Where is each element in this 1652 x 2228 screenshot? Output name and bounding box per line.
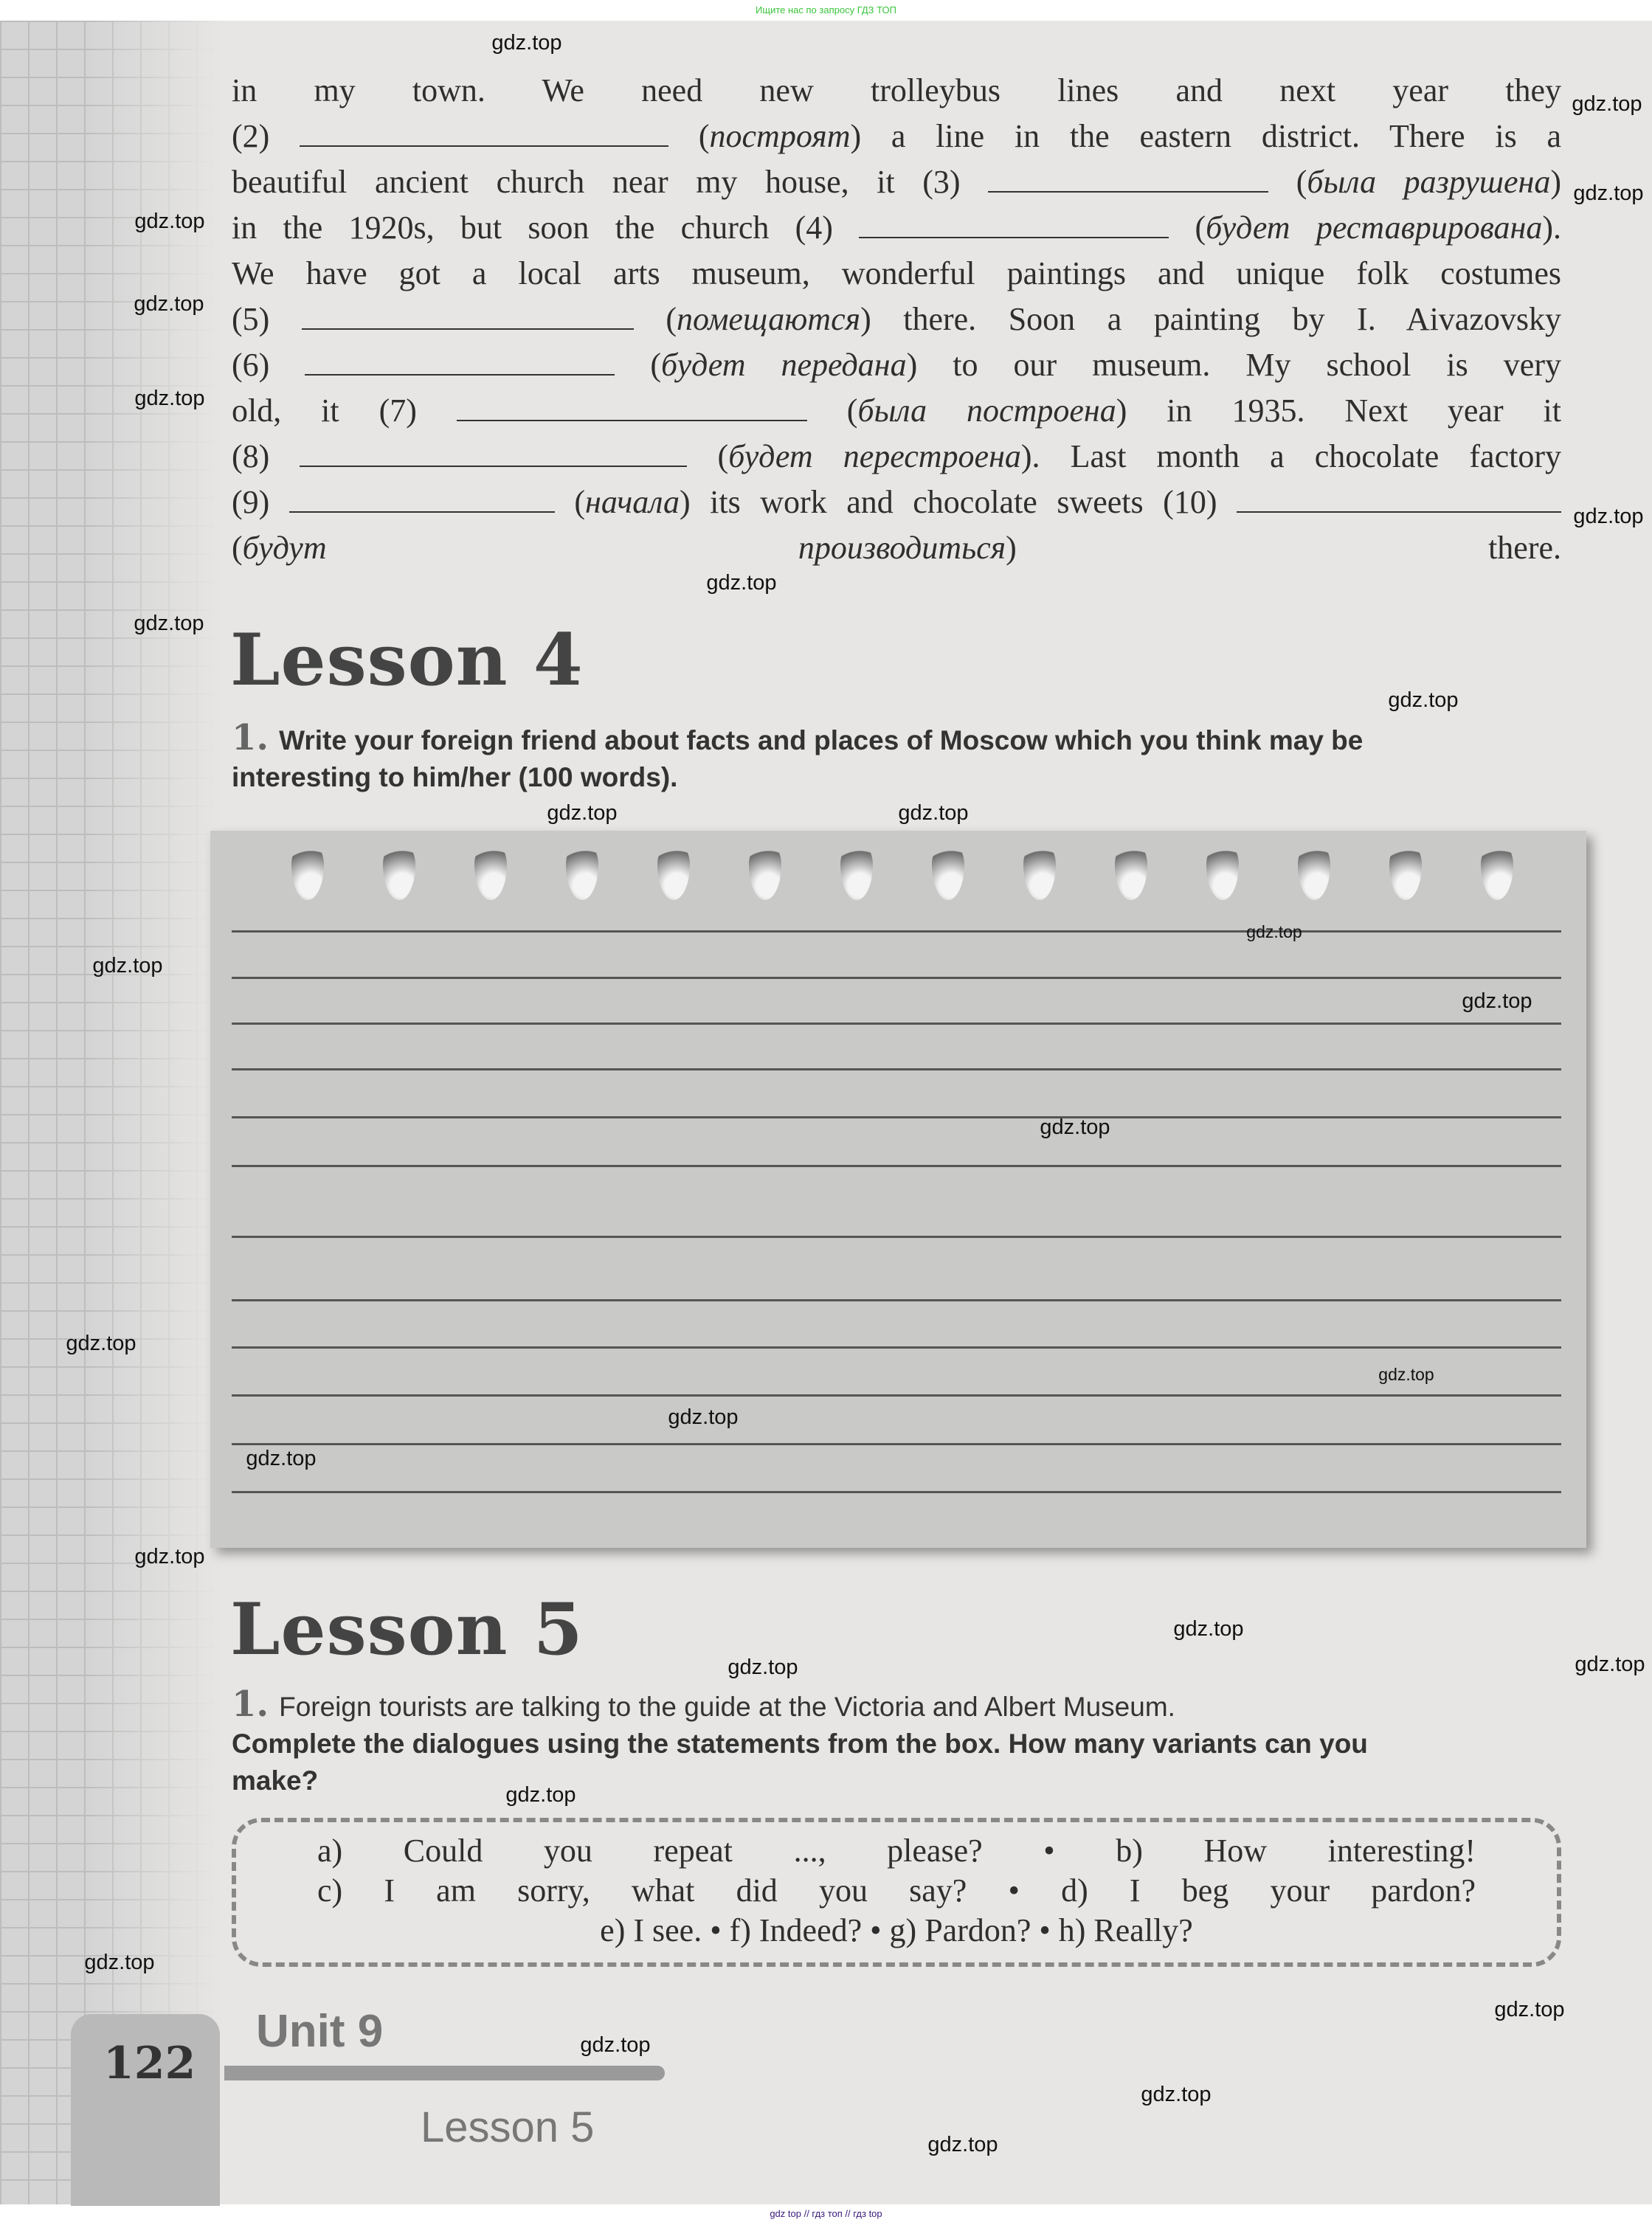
russian-hint: будет реставрирована	[1206, 210, 1543, 246]
watermark: gdz.top	[706, 571, 777, 595]
writing-line	[232, 1116, 1561, 1118]
spiral-hole-icon	[749, 841, 781, 900]
watermark: gdz.top	[727, 1656, 798, 1679]
russian-hint: была разрушена	[1307, 164, 1551, 200]
answer-blank-3[interactable]	[988, 166, 1268, 193]
russian-hint: помещаются	[677, 301, 861, 337]
writing-line	[232, 1236, 1561, 1238]
answer-blank-10[interactable]	[1237, 486, 1561, 513]
task-line-1: Write your foreign friend about facts and places of Moscow which you think may be	[279, 725, 1364, 755]
lesson-4-task	[232, 719, 1561, 796]
watermark: gdz.top	[134, 1545, 205, 1568]
spiral-hole-icon	[932, 841, 964, 900]
answer-blank-9[interactable]	[289, 486, 555, 513]
paragraph-line	[232, 251, 1561, 297]
watermark: gdz.top	[92, 954, 163, 978]
watermark: gdz.top	[134, 612, 204, 635]
watermark: gdz.top	[1494, 1998, 1565, 2021]
watermark: gdz.top	[134, 387, 205, 410]
text-segment: ) a line in the eastern district. There is a	[850, 118, 1561, 154]
watermark: gdz.top	[1173, 1617, 1244, 1641]
text-segment: (	[232, 530, 243, 566]
watermark: gdz.top	[491, 31, 562, 55]
russian-hint: будут производиться	[242, 530, 1006, 566]
spiral-hole-icon	[291, 841, 324, 900]
spiral-hole-icon	[1023, 841, 1056, 900]
watermark: gdz.top	[1378, 1365, 1434, 1384]
top-banner[interactable]: Ищите нас по запросу ГДЗ ТОП	[756, 4, 896, 15]
watermark: gdz.top	[580, 2033, 651, 2057]
watermark: gdz.top	[668, 1405, 739, 1429]
russian-hint: начала	[585, 484, 680, 520]
russian-hint: будет перестроена	[728, 438, 1021, 474]
text-segment: )	[1550, 164, 1562, 200]
spiral-hole-icon	[383, 841, 415, 900]
spiral-hole-icon	[1115, 841, 1147, 900]
writing-line	[232, 977, 1561, 979]
spiral-hole-icon	[1481, 841, 1513, 900]
text-segment: We have got a local arts museum, wonderful paintings and unique folk costumes	[232, 255, 1561, 291]
text-segment: ). Last month a chocolate factory	[1020, 438, 1561, 474]
text-segment: (	[633, 301, 677, 337]
grid-paper-margin	[0, 21, 221, 2204]
writing-line	[232, 1068, 1561, 1070]
watermark: gdz.top	[246, 1447, 317, 1470]
statement-line: a) Could you repeat ..., please? • b) How interesting!	[317, 1833, 1476, 1869]
watermark: gdz.top	[898, 801, 969, 825]
text-segment: (	[1169, 210, 1206, 246]
paragraph-line	[232, 297, 1561, 342]
writing-line	[232, 1394, 1561, 1397]
russian-hint: была построена	[857, 392, 1116, 429]
paragraph-line	[232, 525, 1561, 571]
spiral-hole-icon	[657, 841, 690, 900]
lesson-4-title: Lesson 4	[230, 618, 584, 702]
notebook-writing-area[interactable]	[210, 831, 1586, 1548]
text-segment: (	[806, 392, 858, 429]
spiral-hole-icon	[1298, 841, 1330, 900]
watermark: gdz.top	[1573, 505, 1644, 528]
text-segment: (5)	[232, 301, 302, 337]
writing-line	[232, 1443, 1561, 1445]
text-segment: ) in 1935. Next year it	[1116, 392, 1562, 429]
unit-label: Unit 9	[256, 2006, 384, 2057]
text-segment: (	[1268, 164, 1307, 200]
paragraph-line	[232, 342, 1561, 388]
paragraph-line	[232, 434, 1561, 480]
watermark: gdz.top	[1462, 989, 1532, 1013]
answer-blank-6[interactable]	[305, 349, 615, 376]
paragraph-line	[232, 159, 1561, 205]
text-segment: (	[687, 438, 729, 474]
text-segment: (9)	[232, 484, 289, 520]
watermark: gdz.top	[84, 1951, 155, 1974]
paragraph-line	[232, 480, 1561, 525]
watermark: gdz.top	[1573, 181, 1644, 205]
text-segment: (	[554, 484, 586, 520]
watermark: gdz.top	[1246, 922, 1302, 941]
footer-lesson-label: Lesson 5	[421, 2103, 595, 2151]
watermark: gdz.top	[134, 210, 205, 233]
text-segment: beautiful ancient church near my house, it (3)	[232, 164, 989, 200]
task-line-2: make?	[232, 1765, 319, 1796]
text-segment: ) there. Soon a painting by I. Aivazovsky	[860, 301, 1561, 337]
text-segment: ) its work and chocolate sweets (10)	[679, 484, 1237, 520]
writing-line	[232, 930, 1561, 933]
answer-blank-5[interactable]	[302, 303, 634, 330]
statement-line: e) I see. • f) Indeed? • g) Pardon? • h) Really?	[600, 1912, 1193, 1948]
watermark: gdz.top	[547, 801, 618, 825]
page-number: 122	[103, 2038, 196, 2089]
writing-line	[232, 1165, 1561, 1167]
text-segment: old, it (7)	[232, 392, 457, 429]
watermark: gdz.top	[66, 1332, 136, 1355]
bottom-banner[interactable]: gdz top // гдз топ // гдз top	[770, 2208, 882, 2219]
spiral-hole-icon	[840, 841, 873, 900]
text-segment: (8)	[232, 438, 300, 474]
text-segment: ) there.	[1006, 530, 1562, 566]
lesson-5-task	[232, 1686, 1561, 1799]
text-segment: in the 1920s, but soon the church (4)	[232, 210, 860, 246]
writing-line	[232, 1346, 1561, 1349]
paragraph-line	[232, 205, 1561, 251]
writing-line	[232, 1491, 1561, 1493]
watermark: gdz.top	[1572, 92, 1642, 116]
answer-blank-8[interactable]	[300, 440, 687, 467]
text-segment: (	[615, 347, 662, 383]
russian-hint: будет передана	[661, 347, 907, 383]
text-segment: (6)	[232, 347, 305, 383]
text-segment: (2)	[232, 118, 300, 154]
text-segment: (	[668, 118, 710, 154]
russian-hint: построят	[709, 118, 851, 154]
watermark: gdz.top	[134, 292, 204, 316]
writing-line	[232, 1023, 1561, 1025]
spiral-hole-icon	[566, 841, 598, 900]
task-line-2: interesting to him/her (100 words).	[232, 762, 678, 792]
watermark: gdz.top	[1040, 1115, 1110, 1139]
watermark: gdz.top	[927, 2133, 998, 2156]
spiral-hole-icon	[1389, 841, 1422, 900]
answer-blank-7[interactable]	[457, 395, 807, 421]
spiral-hole-icon	[474, 841, 507, 900]
writing-line	[232, 1299, 1561, 1301]
answer-blank-2[interactable]	[300, 120, 668, 147]
watermark: gdz.top	[505, 1783, 576, 1807]
paragraph-line	[232, 68, 1561, 114]
statements-box	[232, 1818, 1561, 1967]
text-segment: ).	[1542, 210, 1561, 246]
task-intro: Foreign tourists are talking to the guide at the Victoria and Albert Museum.	[279, 1692, 1175, 1722]
text-segment: in my town. We need new trolleybus lines and next year they	[232, 72, 1561, 108]
text-segment: ) to our museum. My school is very	[906, 347, 1561, 383]
paragraph-line	[232, 114, 1561, 159]
unit-divider	[224, 2066, 665, 2080]
task-line-1: Complete the dialogues using the statements from the box. How many variants can you	[232, 1729, 1368, 1759]
watermark: gdz.top	[1388, 688, 1459, 712]
task-number: 1.	[232, 717, 269, 758]
paragraph-line	[232, 388, 1561, 434]
exercise-paragraph	[232, 68, 1561, 571]
statement-line: c) I am sorry, what did you say? • d) I beg your pardon?	[317, 1872, 1476, 1909]
lesson-5-title: Lesson 5	[230, 1588, 584, 1671]
watermark: gdz.top	[1575, 1653, 1645, 1676]
spiral-hole-icon	[1206, 841, 1239, 900]
task-number: 1.	[232, 1684, 269, 1725]
watermark: gdz.top	[1141, 2083, 1212, 2106]
answer-blank-4[interactable]	[859, 212, 1169, 238]
